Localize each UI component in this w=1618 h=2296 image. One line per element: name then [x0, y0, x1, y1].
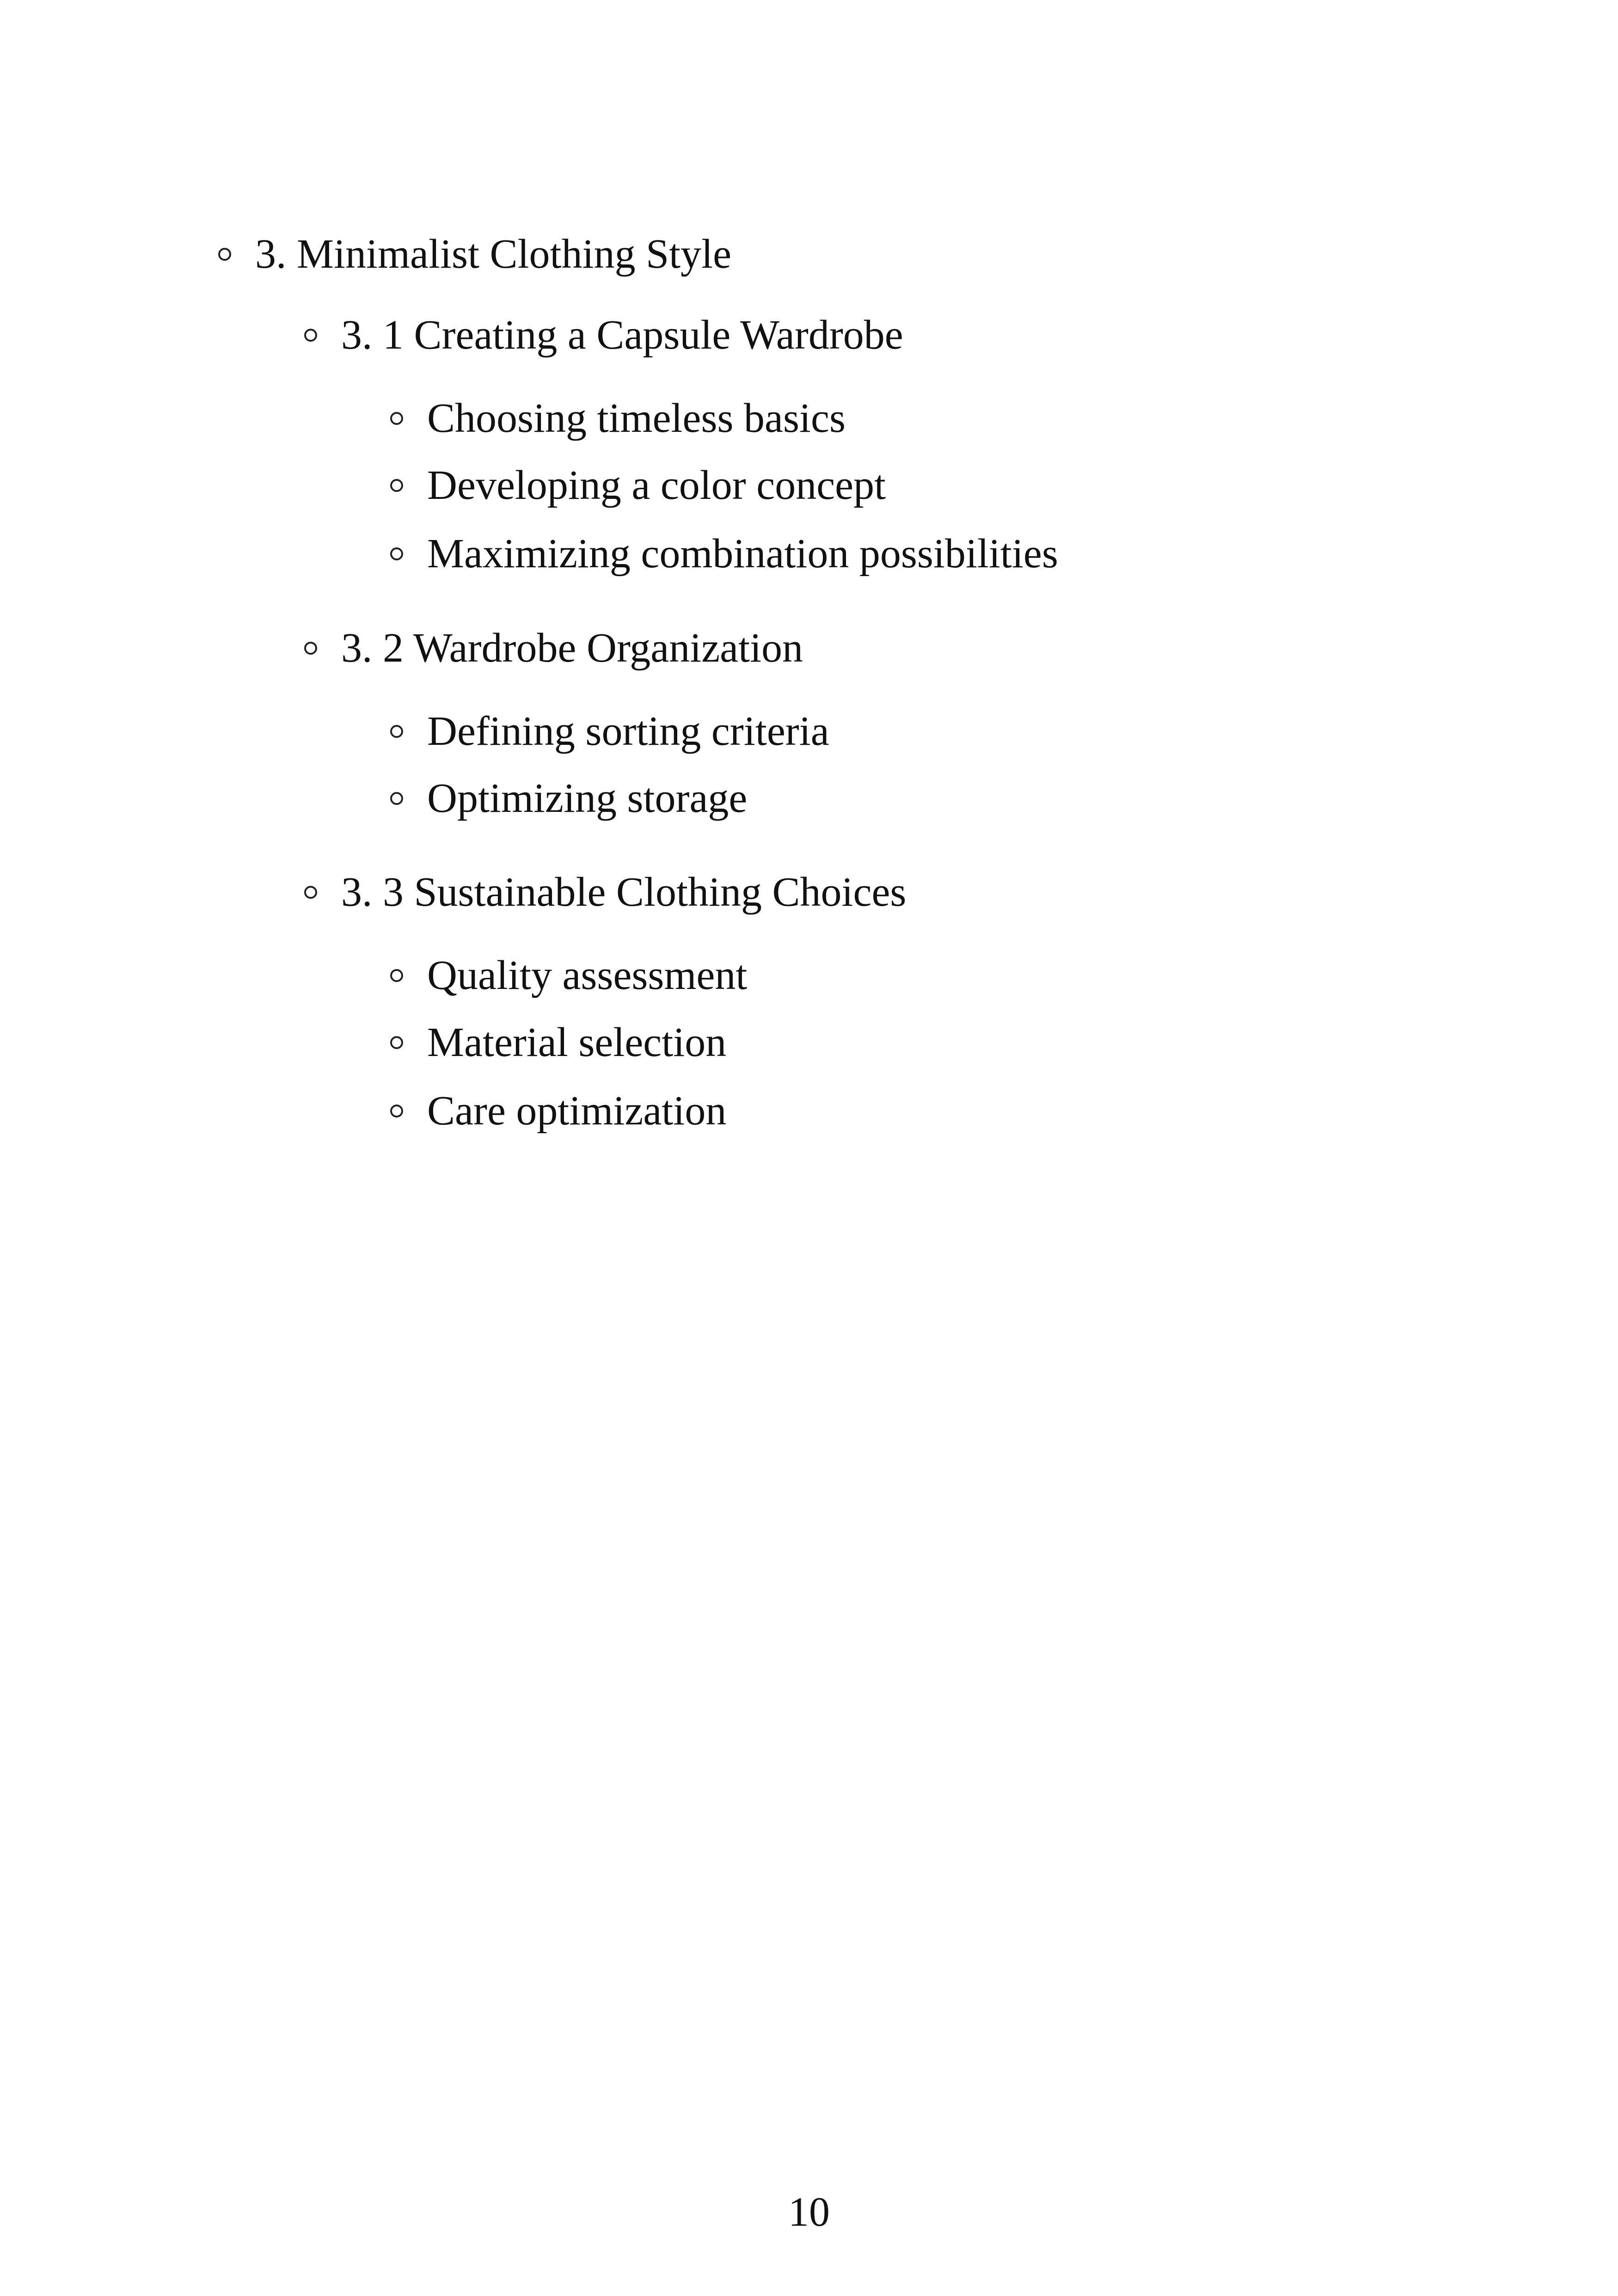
page-number: 10: [788, 2189, 830, 2235]
hollow-circle-bullet-icon: [390, 412, 403, 425]
outline-item-text: Maximizing combination possibilities: [427, 531, 1058, 577]
outline-item-text: Material selection: [427, 1019, 727, 1065]
outline-item-text: Choosing timeless basics: [427, 395, 846, 441]
hollow-circle-bullet-icon: [390, 479, 403, 492]
hollow-circle-bullet-icon: [304, 329, 317, 342]
subsection-title: 3. 2 Wardrobe Organization: [341, 625, 803, 671]
hollow-circle-bullet-icon: [304, 886, 317, 899]
subsection-title: 3. 1 Creating a Capsule Wardrobe: [341, 312, 903, 358]
hollow-circle-bullet-icon: [390, 547, 403, 560]
subsection-title: 3. 3 Sustainable Clothing Choices: [341, 869, 907, 915]
outline-item-text: Quality assessment: [427, 952, 748, 998]
hollow-circle-bullet-icon: [304, 642, 317, 655]
hollow-circle-bullet-icon: [390, 725, 403, 738]
outline-item-text: Care optimization: [427, 1088, 727, 1134]
hollow-circle-bullet-icon: [390, 792, 403, 805]
outline-item-text: Developing a color concept: [427, 462, 886, 508]
hollow-circle-bullet-icon: [390, 1105, 403, 1117]
hollow-circle-bullet-icon: [390, 969, 403, 982]
hollow-circle-bullet-icon: [218, 248, 231, 261]
section-title: 3. Minimalist Clothing Style: [255, 231, 732, 277]
outline-item-text: Optimizing storage: [427, 775, 748, 821]
hollow-circle-bullet-icon: [390, 1036, 403, 1049]
outline-item-text: Defining sorting criteria: [427, 708, 829, 754]
